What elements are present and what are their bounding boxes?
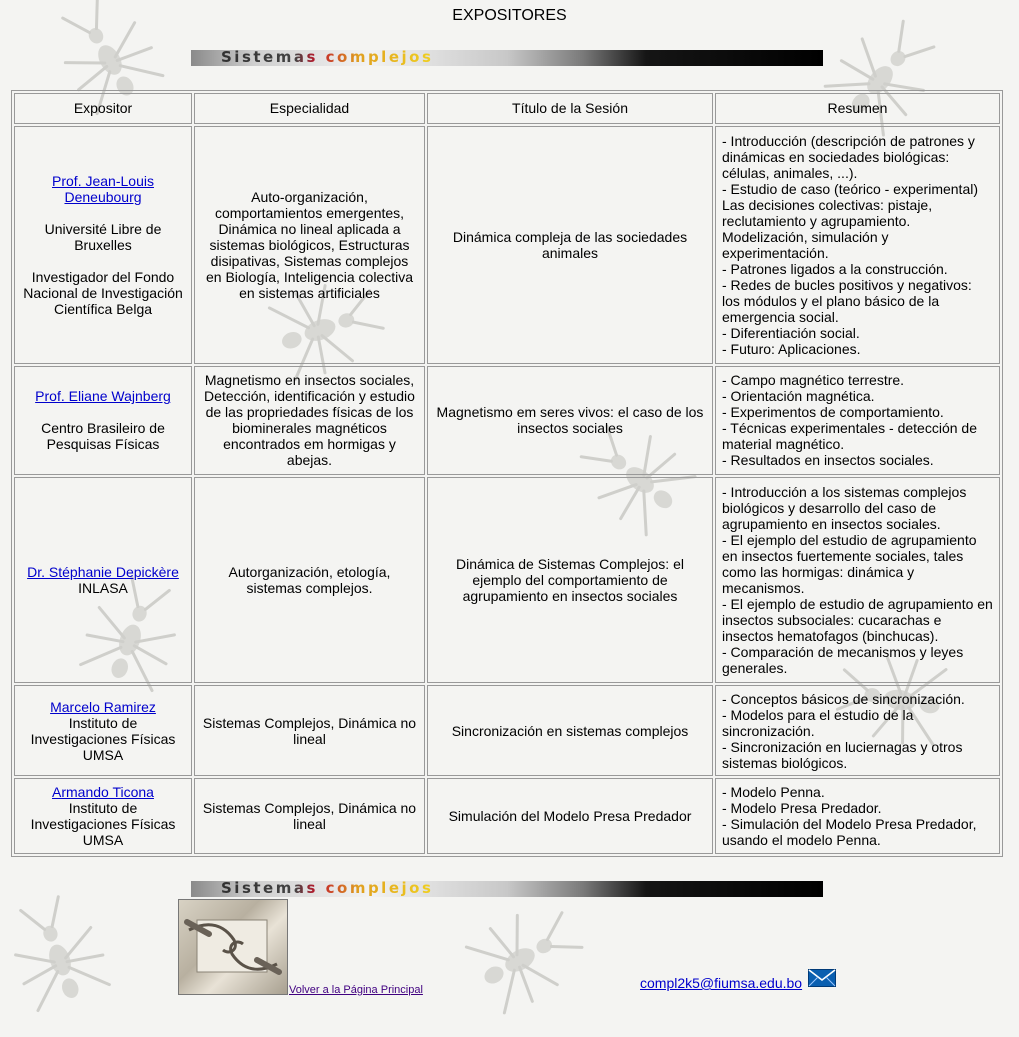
expositor-cell [14, 778, 192, 854]
speaker-link[interactable]: Marcelo Ramirez [50, 698, 156, 715]
envelope-icon[interactable] [808, 969, 836, 987]
speaker-link[interactable]: Prof. Jean-Louis Deneubourg [52, 172, 154, 205]
especialidad-cell: Sistemas Complejos, Dinámica no lineal [194, 685, 425, 777]
speaker-link[interactable]: Armando Ticona [52, 784, 154, 801]
titulo-cell: Sincronización en sistemas complejos [427, 685, 713, 777]
drawing-hands-illustration [179, 900, 287, 994]
speaker-affiliation: Instituto de Investigaciones Físicas [30, 714, 176, 747]
expositor-cell [14, 126, 192, 365]
especialidad-cell: Auto-organización, comportamientos emergentes, Dinámica no lineal aplicada a sistemas biológicos, Estructuras disipativas, Sistemas complejos en Biología, Inteligencia colectiva en sistemas artificiales [194, 126, 425, 365]
email-link[interactable]: compl2k5@fiumsa.edu.bo [640, 975, 803, 991]
resumen-line: - Orientación magnética. [722, 388, 875, 405]
speaker-link[interactable]: Prof. Eliane Wajnberg [35, 388, 171, 405]
speaker-institution: UMSA [82, 746, 124, 763]
table-row [14, 778, 1000, 854]
speaker-affiliation: Centro Brasileiro de Pesquisas Físicas [41, 420, 165, 453]
resumen-cell [715, 366, 1000, 474]
resumen-line: - Campo magnético terrestre. [722, 372, 905, 389]
back-to-main-link[interactable]: Volver a la Página Principal [289, 984, 423, 996]
expositor-cell [14, 366, 192, 474]
resumen-line: - Simulación del Modelo Presa Predador, usando el modelo Penna. [722, 816, 977, 849]
resumen-line: - Estudio de caso (teórico - experimental) Las decisiones colectivas: pistaje, reclutamiento y agrupamiento. Modelización, simulación y experimentación. [722, 180, 978, 261]
speaker-affiliation: INLASA [78, 579, 128, 596]
speaker-link[interactable]: Dr. Stéphanie Depickère [27, 563, 179, 580]
titulo-cell: Dinámica de Sistemas Complejos: el ejemplo del comportamiento de agrupamiento en insectos sociales [427, 477, 713, 683]
resumen-line: - El ejemplo del estudio de agrupamiento en insectos fuertemente sociales, tales como las hormigas: dinámica y mecanismos. [722, 531, 977, 596]
table-row [14, 477, 1000, 683]
titulo-cell: Dinámica compleja de las sociedades animales [427, 126, 713, 365]
table-row [14, 126, 1000, 365]
resumen-cell [715, 778, 1000, 854]
resumen-line: - Modelos para el estudio de la sincronización. [722, 706, 914, 739]
escher-drawing-hands-image[interactable] [178, 899, 288, 995]
banner-bottom [191, 881, 823, 897]
resumen-line: - Técnicas experimentales - detección de material magnético. [722, 420, 977, 453]
header-resumen: Resumen [715, 93, 1000, 124]
banner-text: Sistemas complejos [221, 881, 434, 897]
table-row [14, 685, 1000, 777]
resumen-line: - Patrones ligados a la construcción. [722, 260, 948, 277]
banner-text: Sistemas complejos [221, 50, 434, 66]
table-row [14, 366, 1000, 474]
resumen-line: - Resultados en insectos sociales. [722, 452, 934, 469]
resumen-line: - Diferentiación social. [722, 324, 860, 341]
resumen-line: - Comparación de mecanismos y leyes generales. [722, 643, 964, 676]
header-especialidad: Especialidad [194, 93, 425, 124]
resumen-line: - El ejemplo de estudio de agrupamiento en insectos subsociales: cucarachas e insectos hematofagos (binchucas). [722, 595, 993, 644]
especialidad-cell: Sistemas Complejos, Dinámica no lineal [194, 778, 425, 854]
resumen-line: - Experimentos de comportamiento. [722, 404, 944, 421]
resumen-cell [715, 126, 1000, 365]
speaker-position: Investigador del Fondo Nacional de Investigación Científica Belga [23, 268, 183, 317]
titulo-cell: Magnetismo em seres vivos: el caso de los insectos sociales [427, 366, 713, 474]
especialidad-cell: Autorganización, etología, sistemas complejos. [194, 477, 425, 683]
resumen-cell [715, 685, 1000, 777]
resumen-cell [715, 477, 1000, 683]
expositor-cell [14, 477, 192, 683]
resumen-line: - Futuro: Aplicaciones. [722, 340, 861, 357]
resumen-line: - Conceptos básicos de sincronización. [722, 690, 965, 707]
especialidad-cell: Magnetismo en insectos sociales, Detección, identificación y estudio de las propriedades físicas de los biominerales magnéticos encontrados em hormigas y abejas. [194, 366, 425, 474]
speakers-table [11, 90, 1003, 857]
banner-top [191, 50, 823, 66]
titulo-cell: Simulación del Modelo Presa Predador [427, 778, 713, 854]
resumen-line: - Introducción a los sistemas complejos biológicos y desarrollo del caso de agrupamiento en insectos sociales. [722, 483, 967, 532]
resumen-line: - Modelo Penna. [722, 784, 825, 801]
header-titulo: Título de la Sesión [427, 93, 713, 124]
header-row [14, 93, 1000, 124]
speaker-institution: UMSA [82, 832, 124, 849]
page-title: EXPOSITORES [452, 7, 567, 24]
resumen-line: - Introducción (descripción de patrones y dinámicas en sociedades biológicas: células, animales, ...). [722, 132, 975, 181]
expositor-cell [14, 685, 192, 777]
speaker-affiliation: Université Libre de Bruxelles [44, 220, 162, 253]
resumen-line: - Modelo Presa Predador. [722, 800, 882, 817]
speaker-affiliation: Instituto de Investigaciones Físicas [30, 800, 176, 833]
resumen-line: - Redes de bucles positivos y negativos: los módulos y el plano básico de la emergencia social. [722, 276, 972, 325]
header-expositor: Expositor [14, 93, 192, 124]
resumen-line: - Sincronización en luciernagas y otros sistemas biológicos. [722, 738, 963, 771]
